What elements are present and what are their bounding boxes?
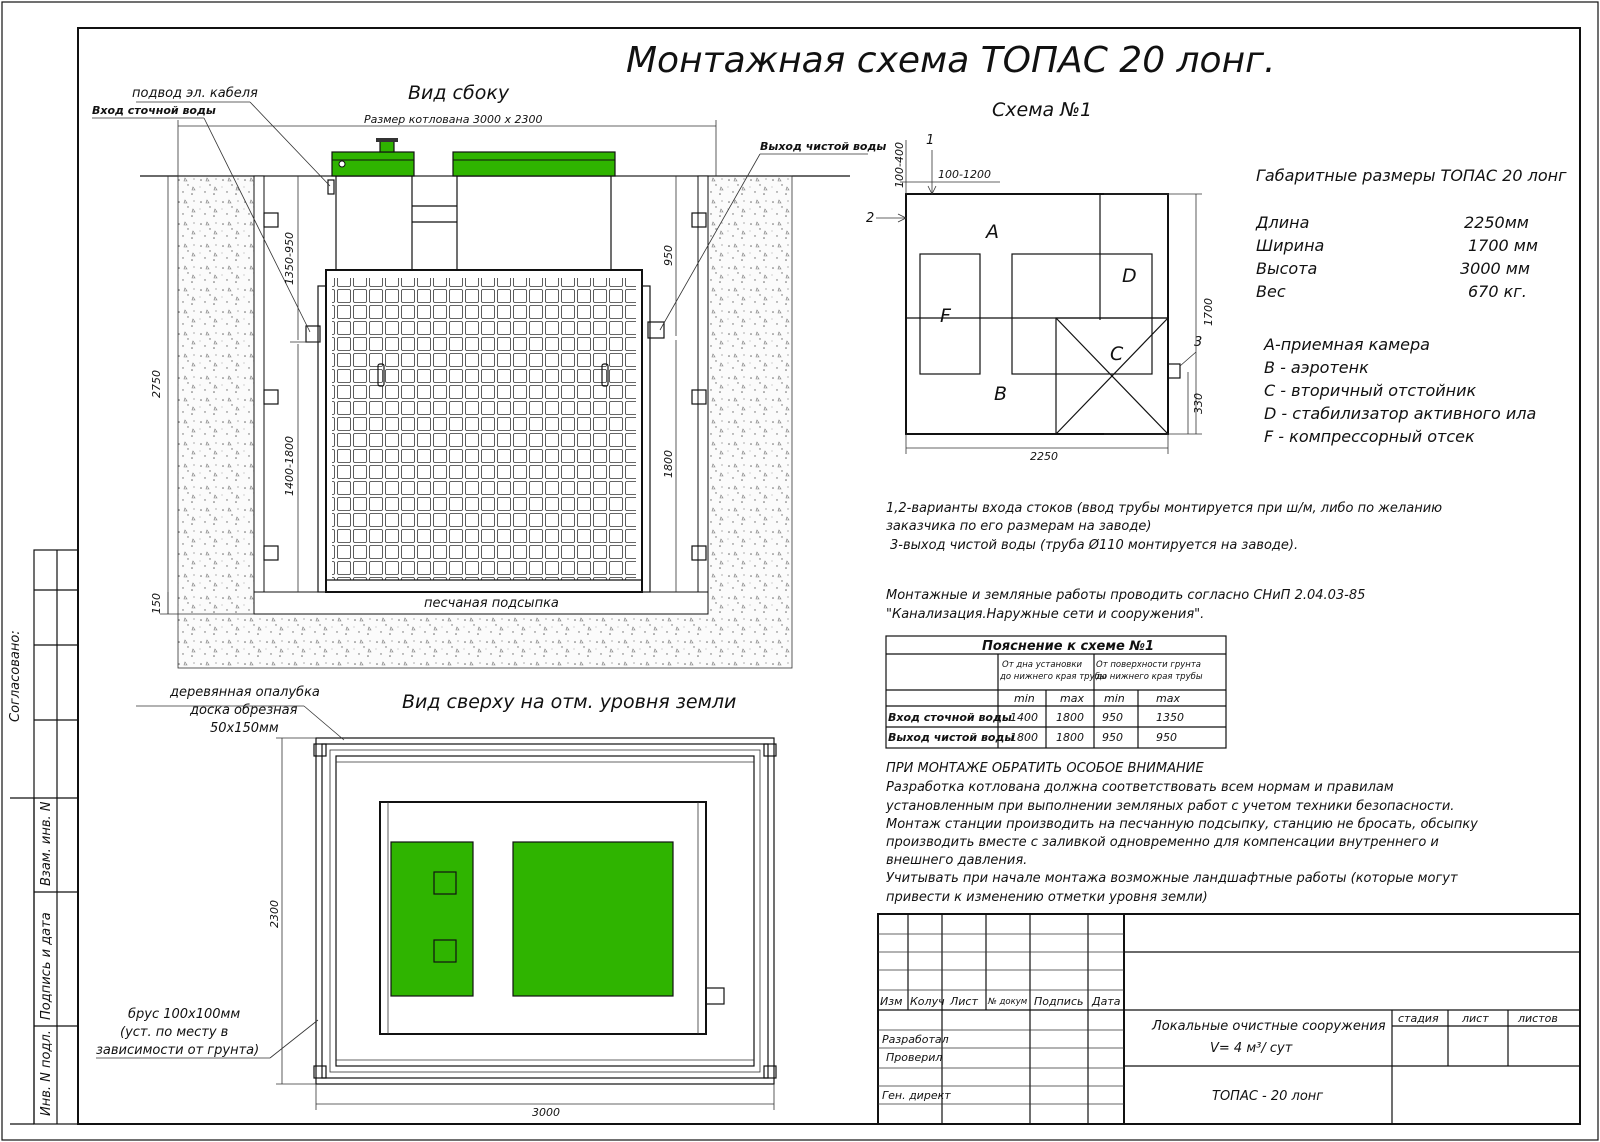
- table-title: Пояснение к схеме №1: [982, 639, 1155, 654]
- group2-line1: От поверхности грунта: [1096, 660, 1201, 670]
- dim-2300: 2300: [268, 900, 281, 928]
- director-label: Ген. директ: [882, 1089, 951, 1102]
- label-d: D: [1122, 265, 1137, 287]
- legend-item: B - аэротенк: [1264, 358, 1369, 377]
- dimensions-block: [1255, 166, 1567, 301]
- stamp-inv-change: Взам. инв. N: [39, 801, 54, 886]
- variants-line: 1,2-варианты входа стоков (ввод трубы монтируется при ш/м, либо по желанию: [886, 501, 1443, 516]
- marker-3: 3: [1194, 335, 1203, 350]
- attention-line: Разработка котлована должна соответствовать всем нормам и правилам: [886, 780, 1394, 795]
- group1-line1: От дна установки: [1002, 660, 1082, 670]
- cell: 1800: [1056, 731, 1084, 744]
- cell: 950: [1156, 731, 1177, 744]
- col-izm: Изм: [880, 995, 903, 1008]
- dim-2750: 2750: [150, 370, 163, 398]
- attention-line: установленным при выполнении земляных работ с учетом техники безопасности.: [886, 799, 1455, 814]
- row-label: Вход сточной воды: [888, 711, 1012, 724]
- col-koluch: Колуч: [910, 995, 945, 1008]
- product-label: ТОПАС - 20 лонг: [1212, 1089, 1324, 1104]
- attention-heading: ПРИ МОНТАЖЕ ОБРАТИТЬ ОСОБОЕ ВНИМАНИЕ: [886, 761, 1204, 776]
- marker-1: 1: [926, 133, 935, 148]
- label-a: A: [986, 221, 999, 243]
- cell: 950: [1102, 731, 1123, 744]
- dim-950: 950: [662, 245, 675, 266]
- scheme-outlet: [1168, 364, 1180, 378]
- label-f: F: [940, 305, 951, 327]
- stamp-sign-date: Подпись и дата: [39, 912, 54, 1020]
- dim-row-2-name: Высота: [1256, 259, 1318, 278]
- dim-1700: 1700: [1202, 298, 1215, 326]
- dim-100-1200: 100-1200: [938, 168, 991, 181]
- dim-1400-1800: 1400-1800: [283, 436, 296, 496]
- page-title: Монтажная схема ТОПАС 20 лонг.: [626, 40, 1276, 81]
- notes: [886, 501, 1442, 622]
- scheme-heading: Схема №1: [992, 99, 1093, 121]
- lid-top-left: [391, 842, 473, 996]
- sand-label: песчаная подсыпка: [424, 596, 559, 611]
- side-view-heading: Вид сбоку: [408, 82, 510, 104]
- legend-item: A-приемная камера: [1264, 335, 1430, 354]
- title-block: [878, 914, 1580, 1124]
- neck-left: [336, 176, 412, 270]
- attention-line: Учитывать при начале монтажа возможные ландшафтные работы (которые могут: [886, 871, 1458, 886]
- cell: 1800: [1056, 711, 1084, 724]
- cable-label: подвод эл. кабеля: [132, 86, 258, 101]
- side-view: [92, 82, 886, 668]
- formwork-label-2: доска обрезная: [190, 703, 298, 718]
- attention-notes: [885, 761, 1478, 905]
- legend: [1263, 335, 1536, 446]
- dim-2250: 2250: [1030, 450, 1058, 463]
- marker-2: 2: [866, 211, 875, 226]
- neck-right: [457, 176, 611, 270]
- sheets-label: листов: [1518, 1012, 1558, 1025]
- variants-line: заказчика по его размерам на заводе): [886, 519, 1152, 534]
- col-list: Лист: [950, 995, 978, 1008]
- formwork-label-3: 50х150мм: [210, 721, 279, 736]
- outlet-stub-top: [706, 988, 724, 1004]
- sub-max: max: [1156, 692, 1180, 705]
- stage-label: стадия: [1398, 1012, 1439, 1025]
- stamp-inv-orig: Инв. N подл.: [39, 1030, 54, 1116]
- dim-1800: 1800: [662, 450, 675, 478]
- checked-label: Проверил: [886, 1051, 943, 1064]
- col-sign: Подпись: [1034, 995, 1084, 1008]
- cell: 1350: [1156, 711, 1184, 724]
- scheme-1: [866, 99, 1215, 463]
- beam-label-3: зависимости от грунта): [96, 1043, 260, 1058]
- beam-label-2: (уст. по месту в: [120, 1025, 229, 1040]
- side-stamp: [8, 550, 78, 1124]
- legend-item: C - вторичный отстойник: [1264, 381, 1477, 400]
- works-line: Монтажные и земляные работы проводить согласно СНиП 2.04.03-85: [886, 588, 1366, 603]
- project-line1: Локальные очистные сооружения: [1152, 1019, 1386, 1034]
- dim-row-1-value: 1700 мм: [1468, 236, 1538, 255]
- label-c: C: [1110, 343, 1124, 365]
- dim-row-2-value: 3000 мм: [1460, 259, 1530, 278]
- col-doc: № докум: [988, 997, 1028, 1007]
- dim-150: 150: [150, 593, 163, 614]
- project-line2: V= 4 м³/ сут: [1210, 1041, 1293, 1056]
- group2-line2: до нижнего края трубы: [1096, 672, 1203, 682]
- pit-size-label: Размер котлована 3000 х 2300: [364, 113, 543, 126]
- sub-min: min: [1014, 692, 1035, 705]
- legend-item: F - компрессорный отсек: [1264, 427, 1475, 446]
- inlet-label: Вход сточной воды: [92, 104, 216, 117]
- lid-top-right: [513, 842, 673, 996]
- outlet-label: Выход чистой воды: [760, 140, 887, 153]
- cell: 1400: [1010, 711, 1038, 724]
- dimensions-heading: Габаритные размеры ТОПАС 20 лонг: [1256, 166, 1567, 185]
- attention-line: внешнего давления.: [886, 853, 1028, 868]
- variants-line: 3-выход чистой воды (труба Ø110 монтируется на заводе).: [890, 538, 1299, 553]
- sub-min: min: [1104, 692, 1125, 705]
- cell: 950: [1102, 711, 1123, 724]
- col-date: Дата: [1092, 995, 1121, 1008]
- sheet-label: лист: [1462, 1012, 1489, 1025]
- dim-row-3-name: Вес: [1256, 282, 1286, 301]
- lid-lock-icon: [339, 161, 345, 167]
- top-view-heading: Вид сверху на отм. уровня земли: [402, 691, 737, 713]
- developed-label: Разработал: [882, 1033, 949, 1046]
- top-view: [96, 685, 776, 1119]
- explanation-table: [886, 636, 1226, 748]
- formwork-left: [254, 176, 264, 614]
- cell: 1800: [1010, 731, 1038, 744]
- dim-330: 330: [1192, 393, 1205, 414]
- stamp-agreed: Согласовано:: [8, 630, 23, 722]
- sub-max: max: [1060, 692, 1084, 705]
- beam-label-1: брус 100х100мм: [128, 1007, 241, 1022]
- drawing-frame: [78, 28, 1580, 1124]
- dim-1350-950: 1350-950: [283, 232, 296, 285]
- dim-3000: 3000: [532, 1106, 560, 1119]
- dim-100-400: 100-400: [893, 142, 906, 188]
- attention-line: производить вместе с заливкой одновременно для компенсации внутреннего и: [886, 835, 1439, 850]
- dim-row-0-value: 2250мм: [1464, 213, 1529, 232]
- dim-row-0-name: Длина: [1256, 213, 1310, 232]
- vent-cap: [380, 141, 394, 152]
- row-label: Выход чистой воды: [888, 731, 1015, 744]
- group1-line2: до нижнего края трубы: [1000, 672, 1107, 682]
- attention-line: привести к изменению отметки уровня земли): [886, 890, 1208, 905]
- attention-line: Монтаж станции производить на песчанную подсыпку, станцию не бросать, обсыпку: [886, 817, 1478, 832]
- legend-item: D - стабилизатор активного ила: [1264, 404, 1537, 423]
- formwork-label-1: деревянная опалубка: [170, 685, 320, 700]
- dim-row-3-value: 670 кг.: [1468, 282, 1527, 301]
- lid-right: [453, 152, 615, 176]
- dim-row-1-name: Ширина: [1256, 236, 1325, 255]
- works-line: "Канализация.Наружные сети и сооружения".: [886, 607, 1205, 622]
- tank-ribs: [332, 278, 636, 580]
- label-b: B: [994, 383, 1008, 405]
- cable-entry: [328, 180, 334, 194]
